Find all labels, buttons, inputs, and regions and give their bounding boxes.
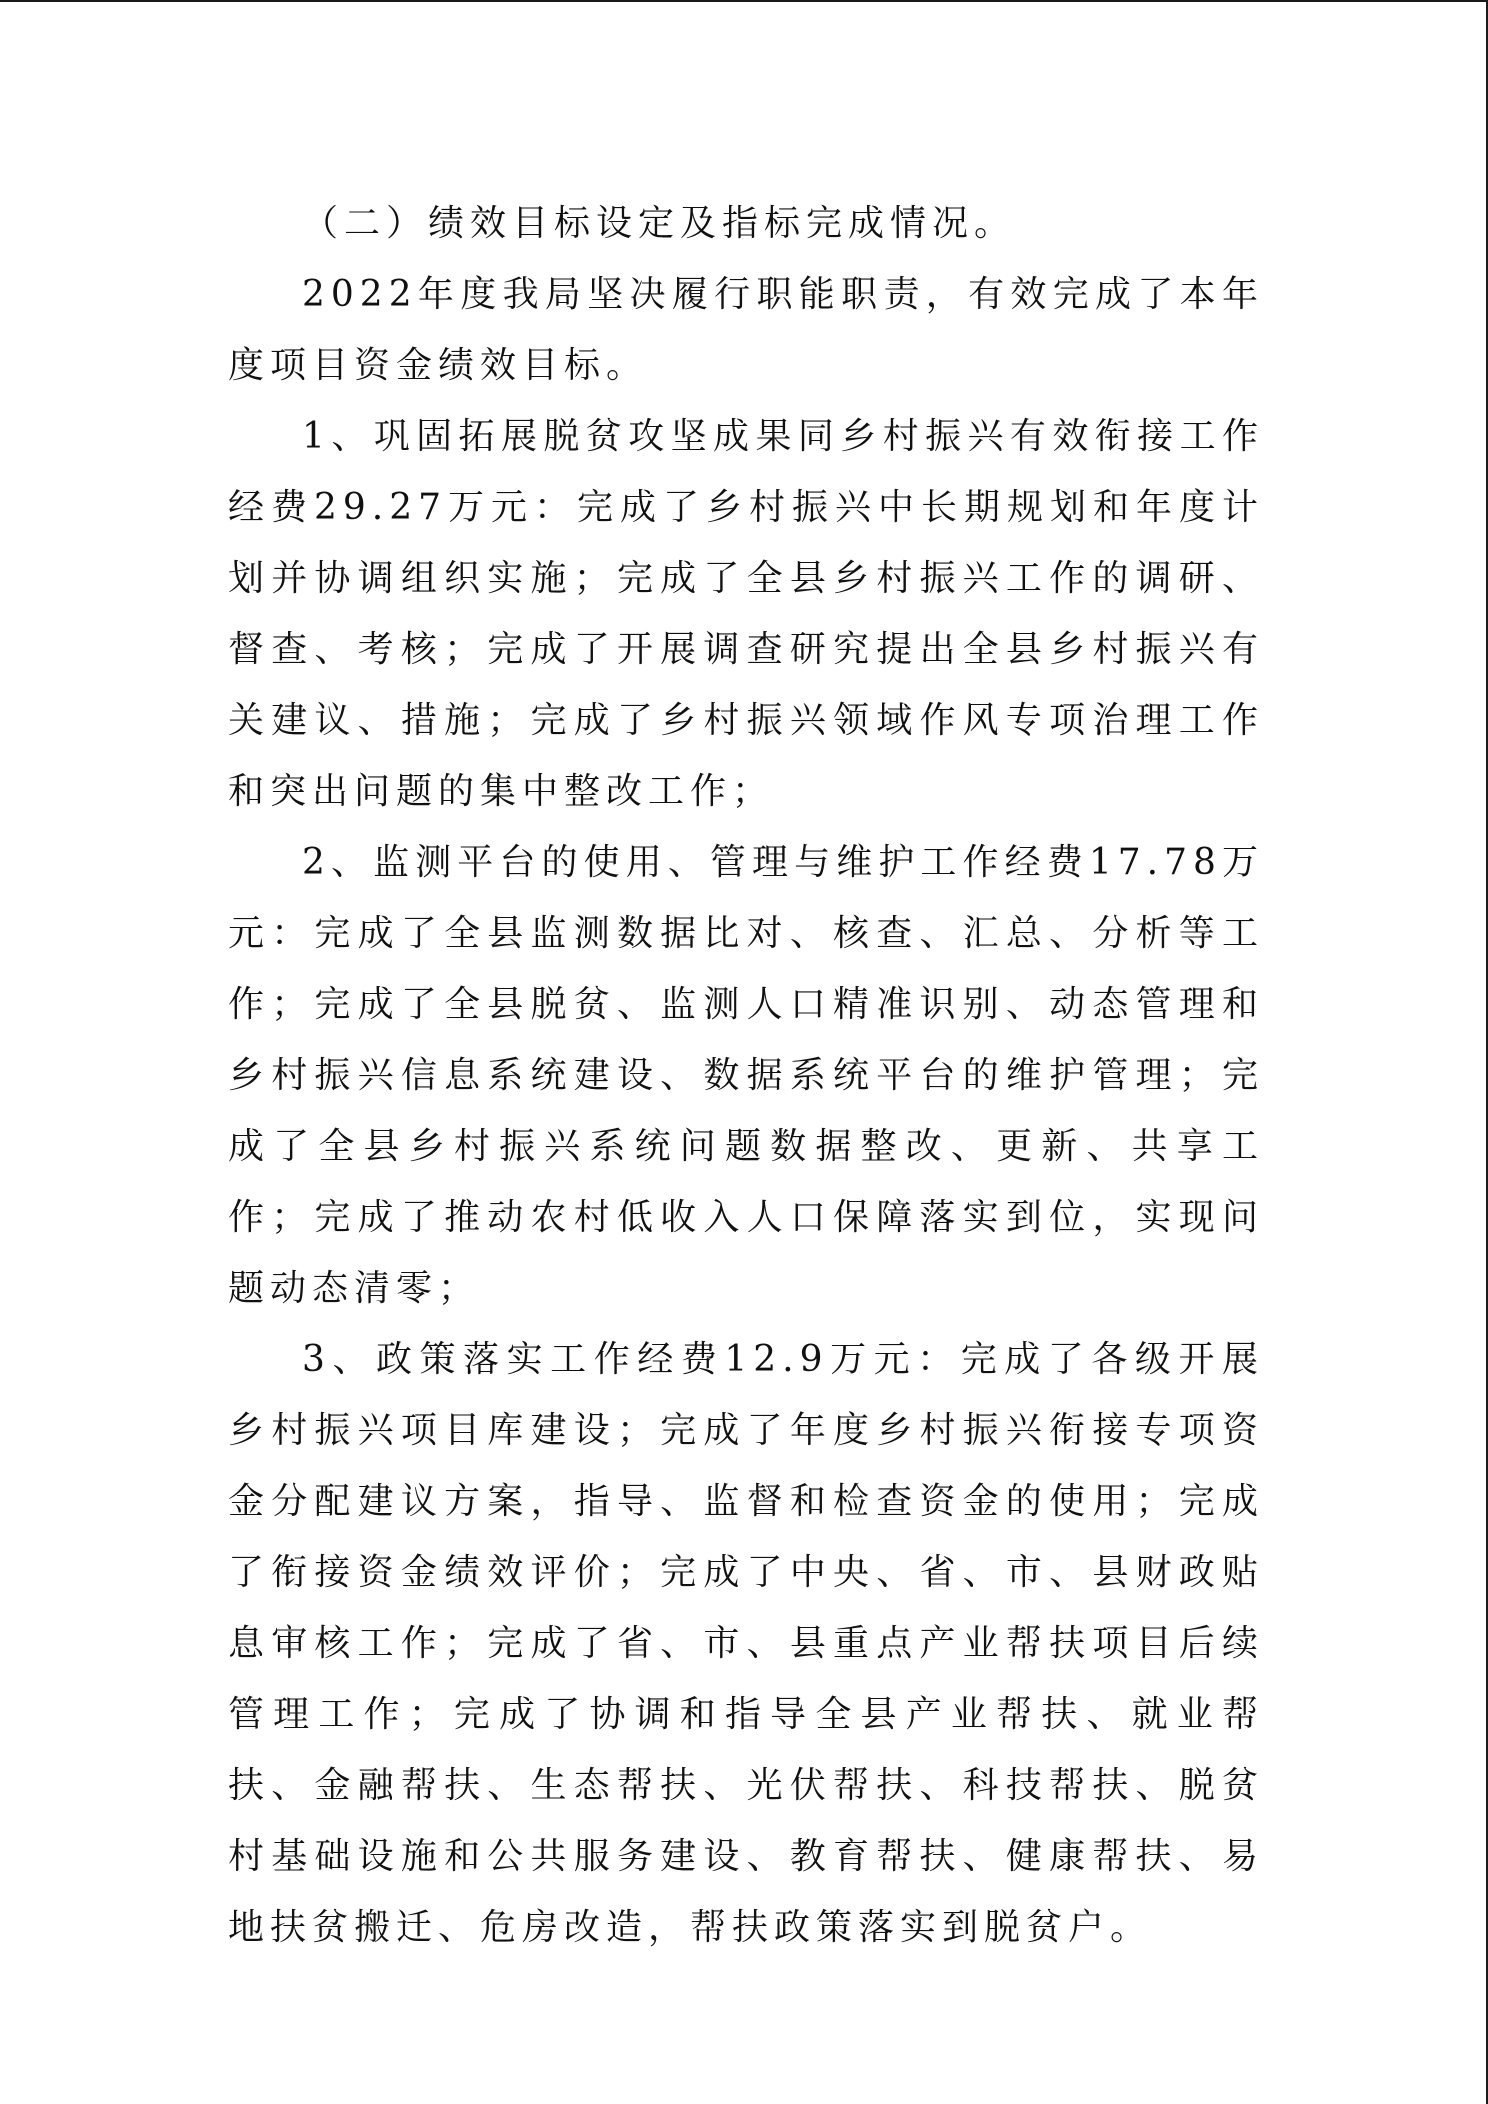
- item-paragraph-2: 2、监测平台的使用、管理与维护工作经费17.78万元：完成了全县监测数据比对、核查、汇总、分析等工作；完成了全县脱贫、监测人口精准识别、动态管理和乡村振兴信息系统建设、数据系统平台的维护管理；完成了全县乡村振兴系统问题数据整改、更新、共享工作；完成了推动农村低收入人口保障落实到位，实现问题动态清零；: [228, 842, 1264, 1309]
- item-paragraph-3: 3、政策落实工作经费12.9万元：完成了各级开展乡村振兴项目库建设；完成了年度乡村振兴衔接专项资金分配建议方案，指导、监督和检查资金的使用；完成了衔接资金绩效评价；完成了中央、省、市、县财政贴息审核工作；完成了省、市、县重点产业帮扶项目后续管理工作；完成了协调和指导全县产业帮扶、就业帮扶、金融帮扶、生态帮扶、光伏帮扶、科技帮扶、脱贫村基础设施和公共服务建设、教育帮扶、健康帮扶、易地扶贫搬迁、危房改造，帮扶政策落实到脱贫户。: [228, 1339, 1264, 1948]
- intro-paragraph: 2022年度我局坚决履行职能职责，有效完成了本年度项目资金绩效目标。: [228, 274, 1264, 386]
- section-heading: （二）绩效目标设定及指标完成情况。: [302, 203, 1017, 244]
- document-body: [228, 188, 1264, 1963]
- item-paragraph-1: 1、巩固拓展脱贫攻坚成果同乡村振兴有效衔接工作经费29.27万元：完成了乡村振兴中长期规划和年度计划并协调组织实施；完成了全县乡村振兴工作的调研、督查、考核；完成了开展调查研究提出全县乡村振兴有关建议、措施；完成了乡村振兴领域作风专项治理工作和突出问题的集中整改工作；: [228, 416, 1264, 812]
